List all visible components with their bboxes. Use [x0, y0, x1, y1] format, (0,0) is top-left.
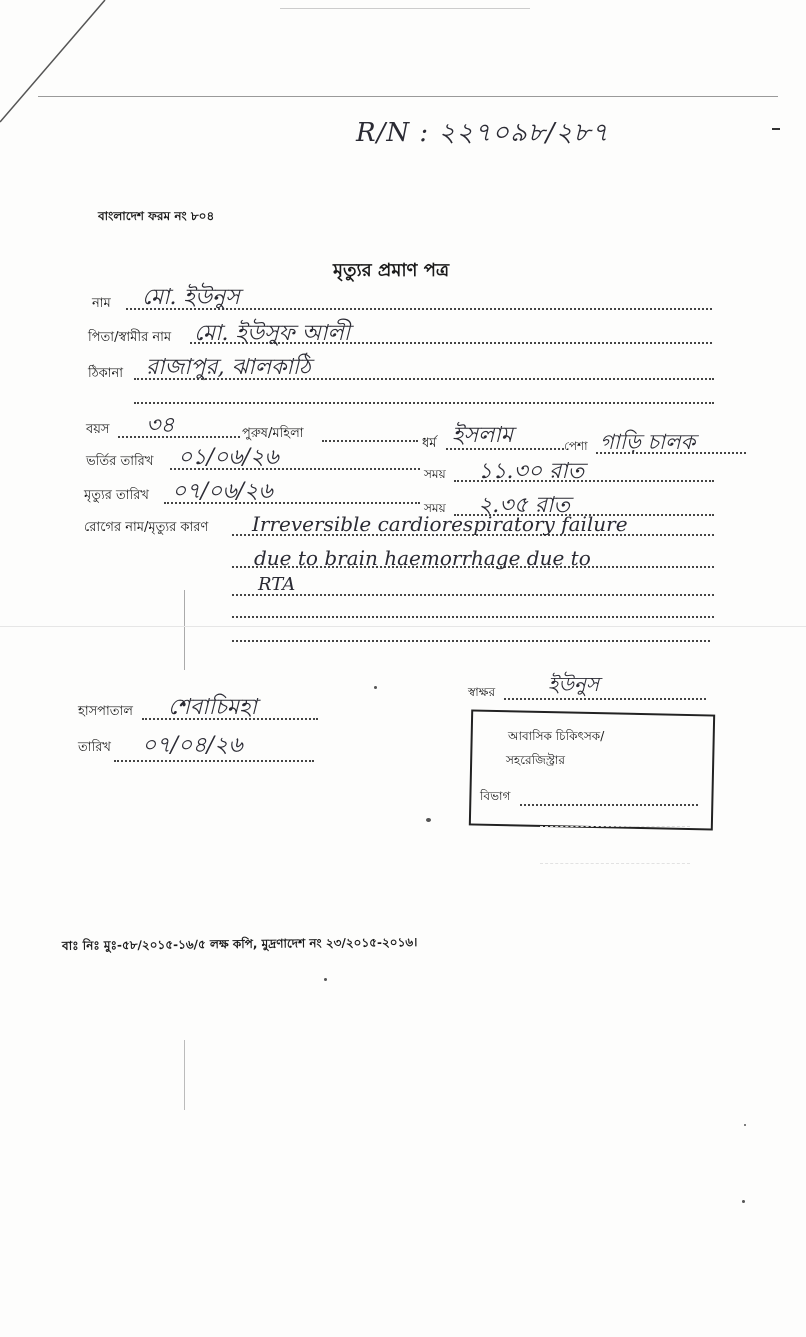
dept-label: বিভাগ — [480, 789, 511, 803]
father-value: মো. ইউসুফ আলী — [194, 321, 351, 346]
signature-line — [504, 698, 706, 700]
top-rule — [38, 96, 778, 97]
stamp-line-2: সহরেজিস্ট্রার — [506, 753, 566, 767]
name-label: নাম — [92, 296, 111, 311]
admission-label: ভর্তির তারিখ — [86, 454, 154, 469]
father-label: পিতা/স্বামীর নাম — [88, 330, 172, 345]
cause-label: রোগের নাম/মৃত্যুর কারণ — [84, 520, 209, 535]
name-value: মো. ইউনুস — [142, 285, 240, 310]
death-date-value: ০৭/০৬/২৬ — [172, 479, 273, 504]
sex-label: পুরুষ/মহিলা — [242, 426, 304, 441]
admission-value: ০১/০৬/২৬ — [178, 445, 279, 470]
death-time-value: ২.৩৫ রাত — [478, 493, 570, 518]
crease-line — [0, 626, 806, 627]
admission-time-value: ১১.৩০ রাত — [478, 459, 585, 484]
death-time-label: সময় — [424, 501, 446, 515]
fold-line-lower — [184, 1040, 185, 1110]
page-title: মৃত্যুর প্রমাণ পত্র — [333, 260, 450, 281]
occupation-label: পেশা — [564, 439, 588, 453]
edge-dash — [772, 128, 780, 130]
signature-label: স্বাক্ষর — [468, 685, 496, 699]
signature-value: ইউনুস — [548, 672, 600, 696]
address-label: ঠিকানা — [88, 366, 124, 381]
fold-line — [184, 590, 185, 670]
dept-line — [520, 804, 698, 806]
address-value: রাজাপুর, ঝালকাঠি — [146, 355, 311, 380]
death-date-label: মৃত্যুর তারিখ — [84, 488, 149, 503]
footer-print-info: বাঃ নিঃ মুঃ-৫৮/২০১৫-১৬/৫ লক্ষ কপি, মুদ্রণাদেশ নং ২৩/২০১৫-২০১৬। — [61, 935, 418, 953]
age-value: ৩৪ — [146, 413, 175, 438]
religion-label: ধর্ম — [422, 436, 437, 451]
religion-value: ইসলাম — [452, 423, 513, 448]
speck — [744, 1124, 746, 1126]
cause-line-4 — [232, 616, 714, 618]
reg-number: R/N : ২২৭০৯৮/২৮৭ — [356, 118, 610, 148]
admission-time-label: সময় — [424, 467, 446, 481]
hospital-value: শেবাচিমহা — [168, 695, 257, 720]
address-line-2 — [134, 402, 714, 404]
date-label: তারিখ — [78, 740, 111, 755]
speck — [426, 818, 431, 822]
occupation-value: গাড়ি চালক — [600, 430, 696, 454]
folded-corner — [0, 0, 120, 130]
cause-value-2: due to brain haemorrhage due to — [254, 546, 591, 570]
age-label: বয়স — [86, 422, 110, 437]
cause-line-5 — [232, 640, 710, 642]
speck — [742, 1200, 745, 1203]
cause-line-3 — [232, 594, 714, 596]
cause-value-1: Irreversible cardiorespiratory failure — [252, 512, 628, 536]
date-value: ০৭/০৪/২৬ — [142, 733, 243, 758]
sex-line — [322, 440, 418, 442]
age-line — [118, 436, 240, 438]
speck — [374, 686, 377, 689]
form-number: বাংলাদেশ ফরম নং ৮০৪ — [98, 209, 215, 223]
stamp-line-1: আবাসিক চিকিৎসক/ — [508, 729, 605, 743]
top-border-smudge — [280, 8, 530, 9]
speck — [324, 978, 327, 981]
cause-value-3: RTA — [258, 574, 296, 595]
hospital-label: হাসপাতাল — [78, 704, 133, 719]
bleed-through-mark — [540, 826, 690, 864]
